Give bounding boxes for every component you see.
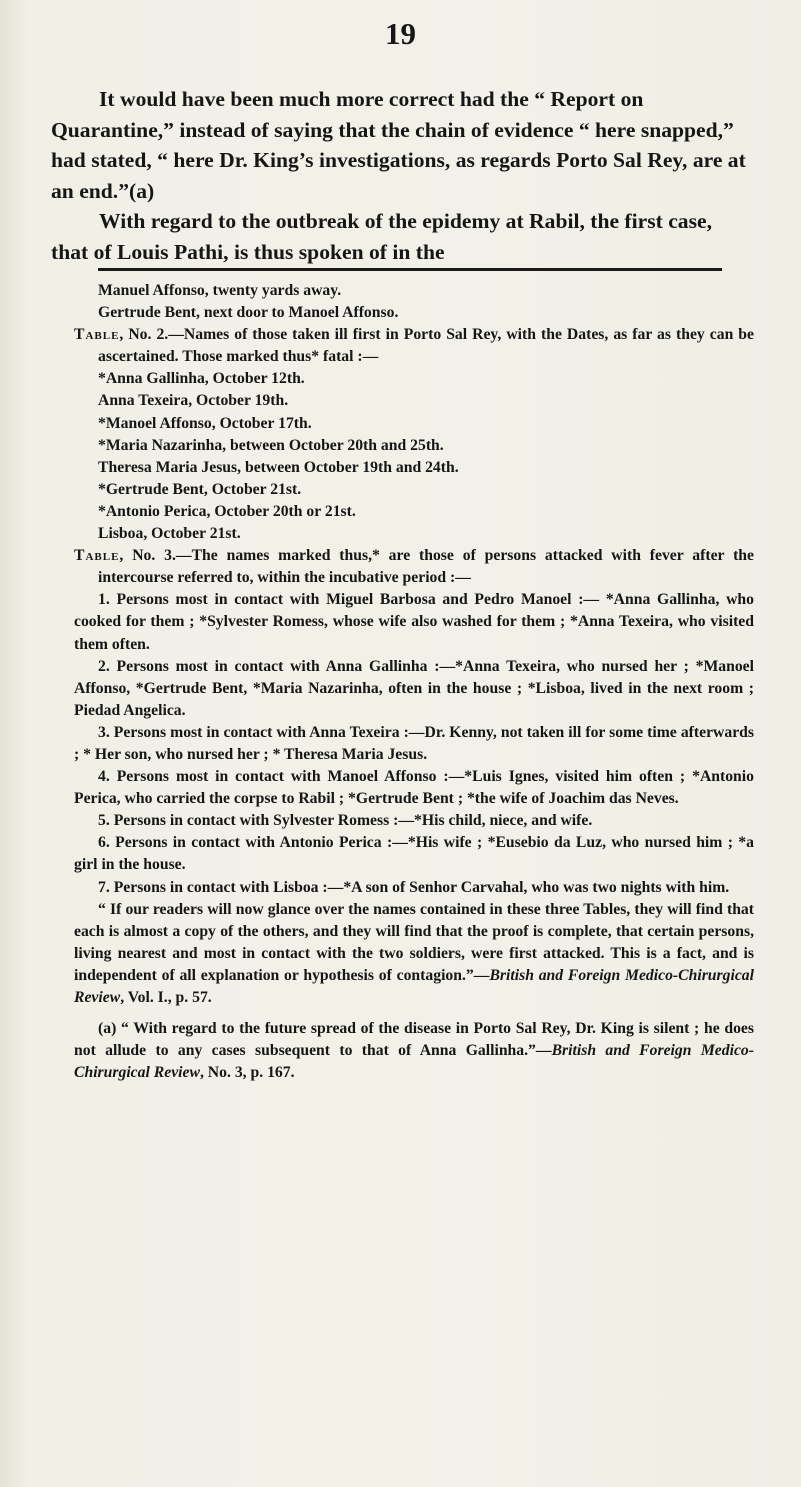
page-number: 19 [385,16,416,51]
list-item: *Anna Gallinha, October 12th. [98,370,305,388]
table-heading [74,324,754,368]
main-paragraph: With regard to the outbreak of the epidemy at Rabil, the first case, that of Louis Pathi, is thus spoken of in the [51,209,712,264]
footnote-divider [98,268,722,271]
quote-text: “ If our readers will now glance over the names contained in these three Tables, they will find that each is almost a copy of the others, and they will find that the proof is complete, that certain persons, living nearest and most in contact with the two soldiers, were first attacked. This is a fact, and is independent of all explanation or hypothesis of contagion.”— [74,900,754,984]
quote-reference: , Vol. I., p. 57. [120,989,212,1006]
list-item: Manuel Affonso, twenty yards away. [98,282,342,299]
footnote-reference: , No. 3, p. 167. [199,1064,295,1082]
list-item: *Gertrude Bent, October 21st. [98,480,302,498]
list-item: *Manoel Affonso, October 17th. [98,414,312,432]
numbered-item: 2. Persons most in contact with Anna Gallinha :—*Anna Texeira, who nursed her ; *Manoel Affonso, *Gertrude Bent, *Maria Nazarinha, often in the house ; *Lisboa, lived in the next room ; Piedad Angelica. [74,657,754,719]
quotation [74,899,754,1009]
numbered-item: 1. Persons most in contact with Miguel Barbosa and Pedro Manoel :— *Anna Gallinha, who cooked for them ; *Sylvester Romess, whose wife also washed for them ; *Anna Texeira, who visited them often. [74,591,754,653]
numbered-item: 7. Persons in contact with Lisboa :—*A son of Senhor Carvahal, who was two nights with him. [98,878,730,896]
list-item: *Maria Nazarinha, between October 20th and 25th. [98,436,444,454]
list-item: Lisboa, October 21st. [98,525,241,543]
footnote-block [74,280,754,1084]
table-label: Table [74,326,120,344]
footnote-a [74,1018,754,1084]
footnote-text: (a) “ With regard to the future spread of the disease in Porto Sal Rey, Dr. King is silent ; he does not allude to any cases subsequent to that of Anna Gallinha.”— [74,1020,754,1060]
table-caption: , No. 2.—Names of those taken ill first in Porto Sal Rey, with the Dates, as far as they can be ascertained. Those marked thus* fatal :— [98,326,754,366]
table-caption: , No. 3.—The names marked thus,* are those of persons attacked with fever after the intercourse referred to, within the incubative period :— [98,547,754,587]
list-item: Anna Texeira, October 19th. [98,392,289,410]
table-heading [74,545,754,589]
numbered-item: 4. Persons most in contact with Manoel Affonso :—*Luis Ignes, visited him often ; *Antonio Perica, who carried the corpse to Rabil ; *Gertrude Bent ; *the wife of Joachim das Neves. [74,768,754,808]
footnote-source: British and Foreign Medico-Chirurgical Review [74,1042,754,1082]
main-text [51,84,753,268]
main-paragraph: It would have been much more correct had the “ Report on Quarantine,” instead of saying that the chain of evidence “ here snapped,” had stated, “ here Dr. King’s investigations, as regards Porto Sal Rey, are at an end.”(a) [51,87,746,203]
numbered-item: 3. Persons most in contact with Anna Texeira :—Dr. Kenny, not taken ill for some time afterwards ; * Her son, who nursed her ; * Theresa Maria Jesus. [74,723,754,763]
table-label: Table [74,547,120,565]
list-item: Gertrude Bent, next door to Manoel Affonso. [98,304,399,322]
numbered-item: 5. Persons in contact with Sylvester Romess :—*His child, niece, and wife. [98,812,593,830]
list-item: Theresa Maria Jesus, between October 19th and 24th. [98,458,459,476]
list-item: *Antonio Perica, October 20th or 21st. [98,502,356,520]
quote-source: British and Foreign Medico-Chirurgical Review [74,966,754,1006]
numbered-item: 6. Persons in contact with Antonio Perica :—*His wife ; *Eusebio da Luz, who nursed him ; *a girl in the house. [74,834,754,874]
